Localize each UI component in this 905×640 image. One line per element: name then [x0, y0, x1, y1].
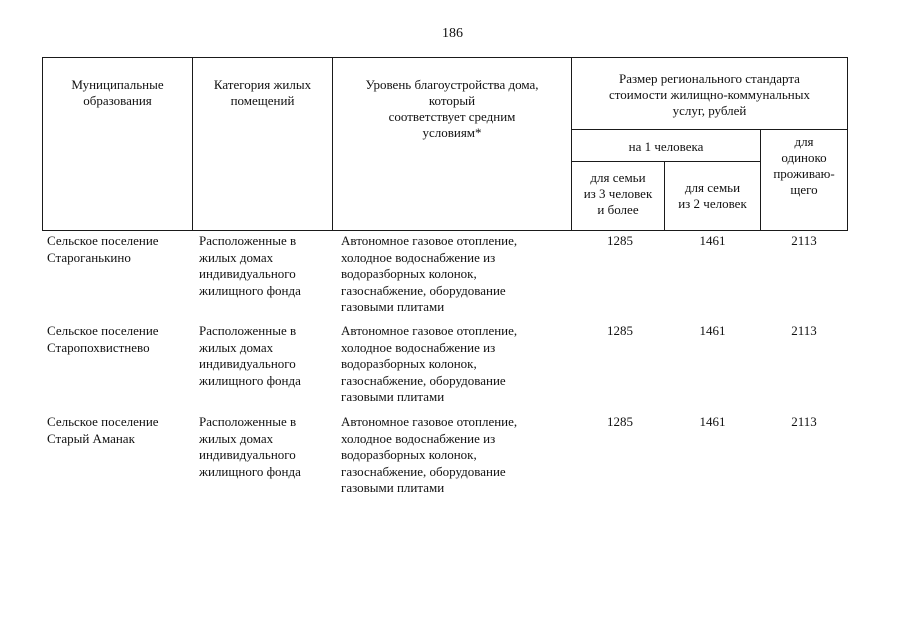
header-bottom-border: [42, 230, 848, 231]
cell-municipality: Сельское поселение Старый Аманак: [47, 414, 159, 446]
cell-family-2: 1461: [699, 233, 726, 248]
cell-single: 2113: [791, 414, 817, 429]
header-right-border: [847, 57, 848, 231]
header-size-group: Размер регионального стандарта стоимости жилищно-коммунальных услуг, рублей: [609, 71, 810, 118]
header-per-person: на 1 человека: [628, 139, 704, 154]
header-municipality: Муниципальные образования: [71, 77, 164, 108]
header-level: Уровень благоустройства дома, который соответствует средним условиям*: [365, 77, 539, 140]
cell-family-3: 1285: [607, 414, 633, 429]
header-family-3: для семьи из 3 человек и более: [583, 170, 653, 217]
cell-category: Расположенные в жилых домах индивидуального жилищного фонда: [199, 233, 301, 298]
cell-single: 2113: [791, 233, 817, 248]
header-family-2: для семьи из 2 человек: [678, 180, 747, 211]
cell-level: Автономное газовое отопление, холодное водоснабжение из водоразборных колонок, газоснабжение, оборудование газовыми плитами: [341, 323, 518, 404]
cell-municipality: Сельское поселение Староганькино: [47, 233, 159, 265]
cell-level: Автономное газовое отопление, холодное водоснабжение из водоразборных колонок, газоснабжение, оборудование газовыми плитами: [341, 414, 518, 495]
header-category: Категория жилых помещений: [213, 77, 312, 108]
header-subgroup-divider: [571, 161, 760, 162]
header-group-divider: [571, 129, 848, 130]
page-number: 186: [442, 26, 463, 41]
cell-family-3: 1285: [607, 233, 633, 248]
header-top-border: [42, 57, 848, 58]
cell-single: 2113: [791, 323, 817, 338]
cell-family-3: 1285: [607, 323, 633, 338]
cell-municipality: Сельское поселение Старопохвистнево: [47, 323, 159, 355]
header-single: для одиноко проживаю- щего: [773, 134, 835, 197]
cell-level: Автономное газовое отопление, холодное водоснабжение из водоразборных колонок, газоснабжение, оборудование газовыми плитами: [341, 233, 518, 314]
cell-category: Расположенные в жилых домах индивидуального жилищного фонда: [199, 323, 301, 388]
cell-family-2: 1461: [699, 323, 726, 338]
cell-family-2: 1461: [699, 414, 726, 429]
cell-category: Расположенные в жилых домах индивидуального жилищного фонда: [199, 414, 301, 479]
